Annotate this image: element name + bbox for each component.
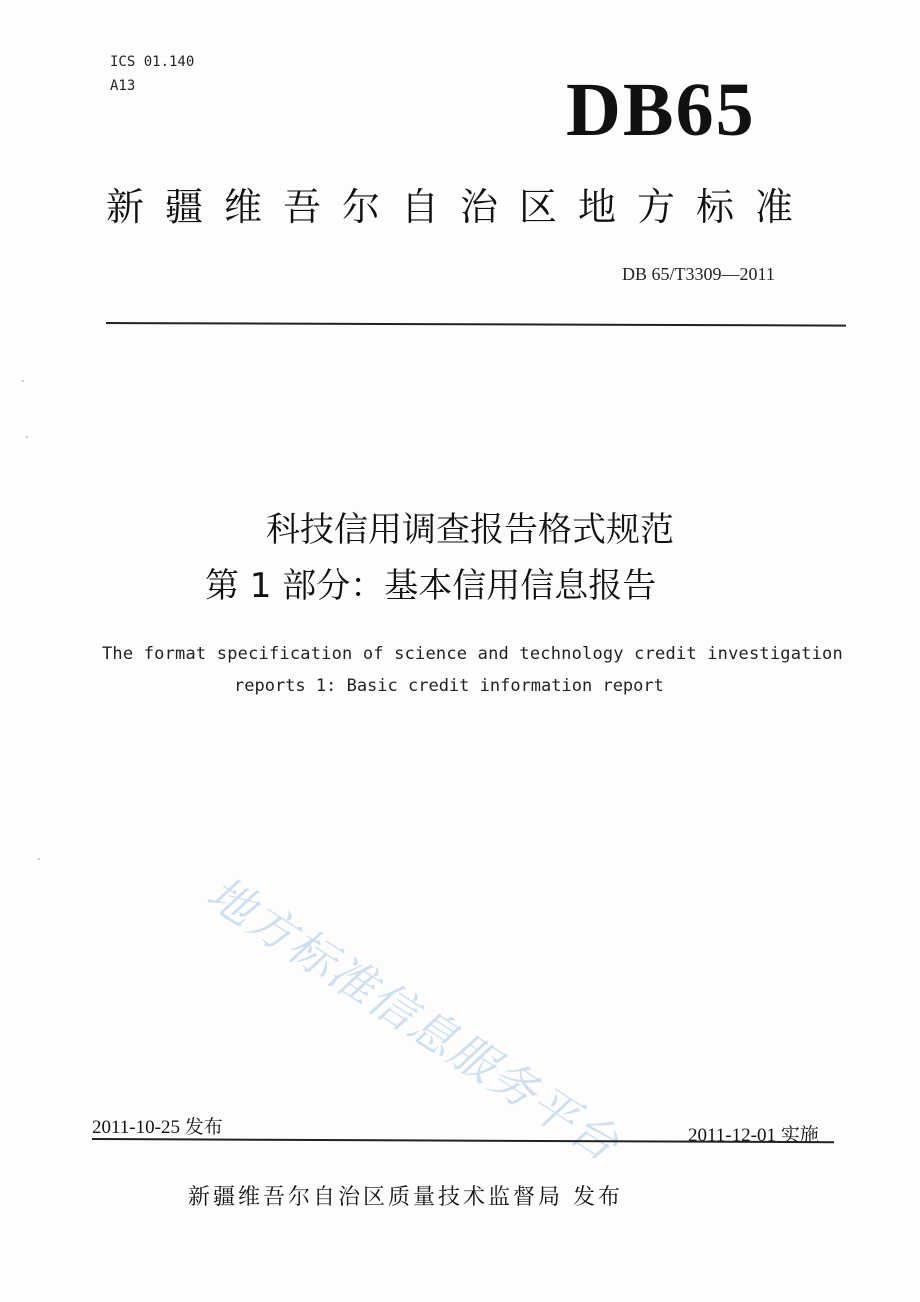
standard-code-logo: DB65 — [566, 68, 756, 152]
title-chinese-line-2: 第 1 部分：基本信用信息报告 — [205, 566, 657, 606]
watermark-text: 地方标准信息服务平台 — [197, 865, 630, 1173]
title-chinese-line-1: 科技信用调查报告格式规范 — [266, 510, 674, 550]
ics-code: ICS 01.140 — [110, 54, 195, 70]
title-english-line-1: The format specification of science and technology credit investigation — [102, 644, 843, 664]
scan-speck — [26, 436, 28, 438]
implementation-date: 2011-12-01 实施 — [688, 1125, 819, 1146]
publisher: 新疆维吾尔自治区质量技术监督局 发布 — [188, 1185, 623, 1210]
title-english-line-2: reports 1: Basic credit information report — [234, 676, 664, 696]
standard-type-heading: 新疆维吾尔自治区地方标准 — [106, 185, 815, 229]
scan-speck — [22, 380, 24, 382]
standard-number: DB 65/T3309—2011 — [622, 264, 775, 284]
top-divider — [106, 322, 846, 327]
scan-speck — [38, 858, 40, 860]
classification-code: A13 — [110, 78, 136, 94]
issue-date: 2011-10-25 发布 — [92, 1117, 223, 1138]
